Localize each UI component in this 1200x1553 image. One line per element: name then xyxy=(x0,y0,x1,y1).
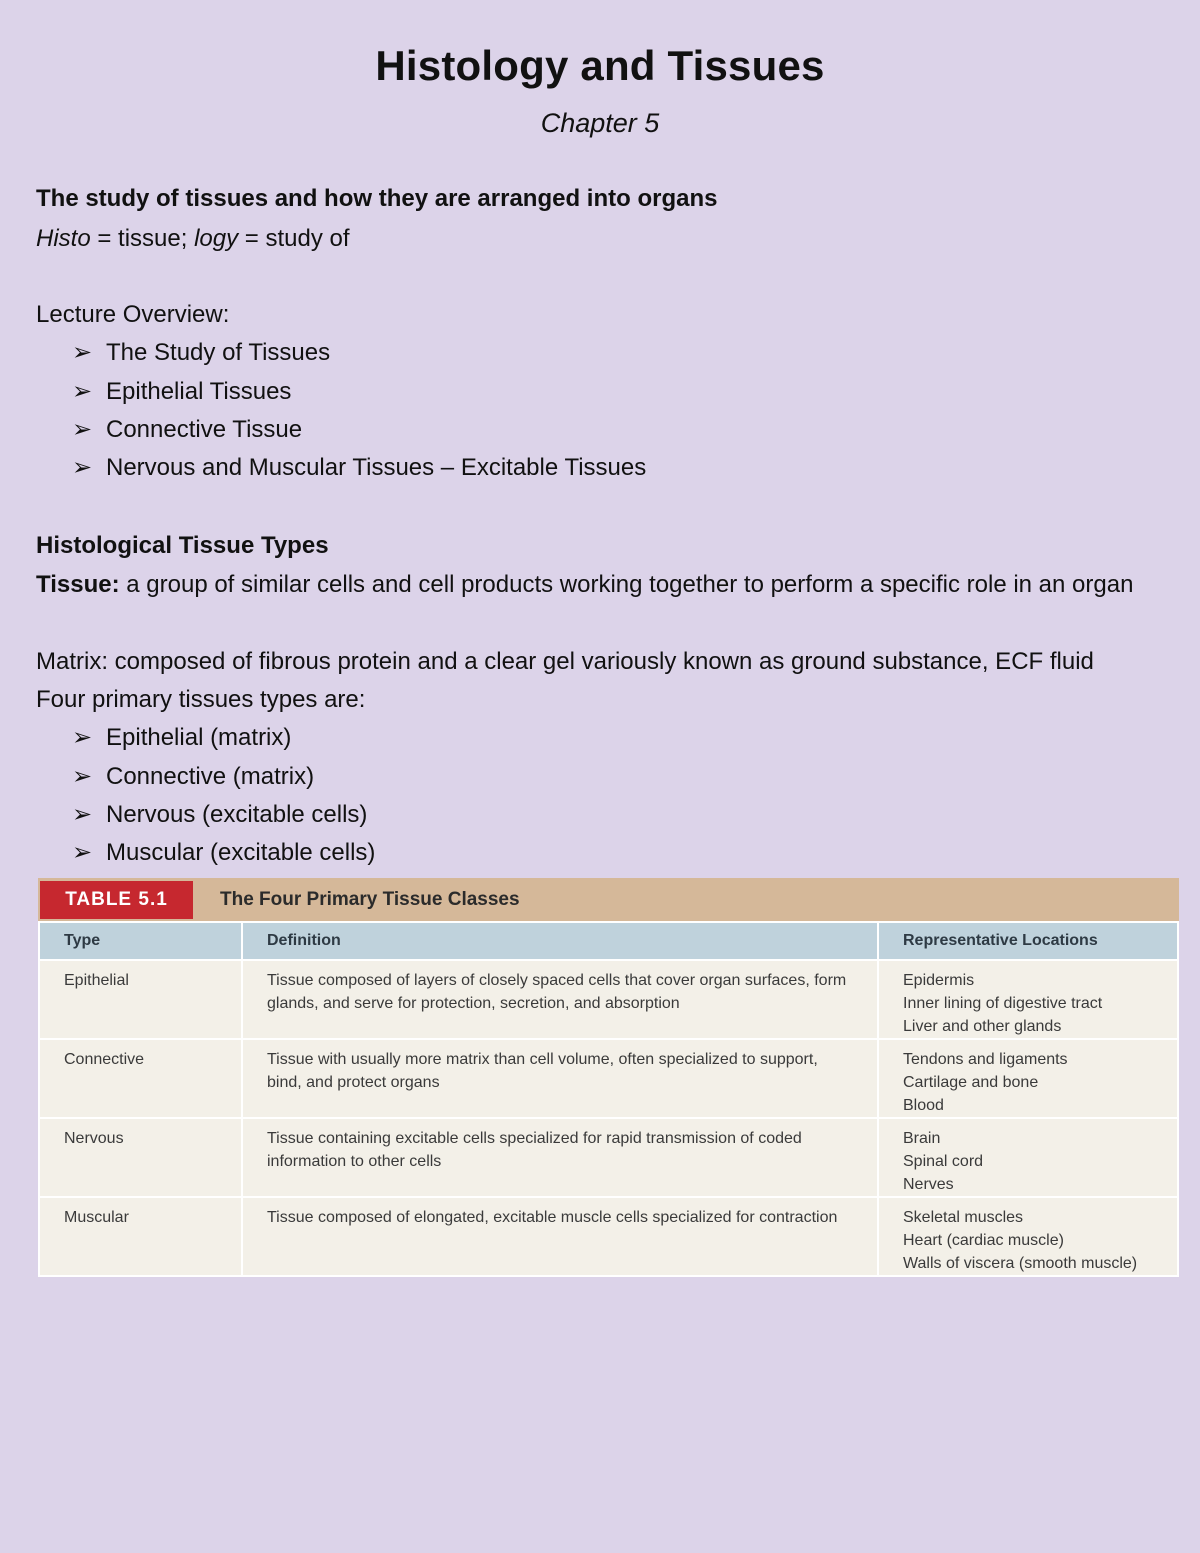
cell-locations xyxy=(879,1040,1177,1117)
column-header-definition: Definition xyxy=(243,923,877,959)
table-title-bar xyxy=(38,878,1179,921)
overview-item-label: Nervous and Muscular Tissues – Excitable Tissues xyxy=(106,454,647,481)
overview-item xyxy=(72,377,291,407)
overview-label: Lecture Overview: xyxy=(36,301,230,328)
tissue-classes-table xyxy=(38,878,1179,1277)
table-caption: The Four Primary Tissue Classes xyxy=(220,889,520,910)
cell-locations xyxy=(879,1198,1177,1275)
location-item: Walls of viscera (smooth muscle) xyxy=(903,1255,1138,1272)
location-item: Blood xyxy=(903,1097,944,1114)
intro-definition xyxy=(36,224,350,254)
tissue-type-item xyxy=(72,762,314,792)
location-item: Brain xyxy=(903,1130,941,1147)
arrow-bullet-icon: ➢ xyxy=(72,339,93,366)
cell-definition: Tissue containing excitable cells specialized for rapid transmission of coded information to other cells xyxy=(243,1119,877,1196)
cell-type: Muscular xyxy=(40,1198,241,1275)
cell-type: Nervous xyxy=(40,1119,241,1196)
tissue-types-heading: Histological Tissue Types xyxy=(36,532,329,559)
cell-locations xyxy=(879,961,1177,1038)
location-item: Nerves xyxy=(903,1176,954,1193)
arrow-bullet-icon: ➢ xyxy=(72,763,93,790)
table-number-badge: TABLE 5.1 xyxy=(40,881,193,919)
location-item: Tendons and ligaments xyxy=(903,1051,1068,1068)
matrix-line: Matrix: composed of fibrous protein and a clear gel variously known as ground substance, ECF fluid xyxy=(36,648,1094,675)
location-item: Skeletal muscles xyxy=(903,1209,1024,1226)
overview-item-label: Epithelial Tissues xyxy=(106,378,292,405)
column-header-type: Type xyxy=(40,923,241,959)
term-histo: Histo xyxy=(36,225,91,252)
arrow-bullet-icon: ➢ xyxy=(72,378,93,405)
cell-definition: Tissue with usually more matrix than cell volume, often specialized to support, bind, and protect organs xyxy=(243,1040,877,1117)
tissue-type-label: Muscular (excitable cells) xyxy=(106,839,376,866)
overview-item xyxy=(72,338,330,368)
location-item: Spinal cord xyxy=(903,1153,984,1170)
location-item: Cartilage and bone xyxy=(903,1074,1039,1091)
tissue-type-item xyxy=(72,838,375,868)
location-item: Heart (cardiac muscle) xyxy=(903,1232,1064,1249)
meaning-histo: = tissue; xyxy=(90,225,195,252)
tissue-type-label: Connective (matrix) xyxy=(106,763,315,790)
arrow-bullet-icon: ➢ xyxy=(72,801,93,828)
overview-item-label: The Study of Tissues xyxy=(106,339,331,366)
arrow-bullet-icon: ➢ xyxy=(72,724,93,751)
term-logy: logy xyxy=(194,225,239,252)
tissue-definition xyxy=(36,566,1156,604)
overview-item xyxy=(72,415,302,445)
tissue-term: Tissue: xyxy=(36,571,120,598)
tissue-type-item xyxy=(72,723,291,753)
location-item: Inner lining of digestive tract xyxy=(903,995,1103,1012)
column-header-locations: Representative Locations xyxy=(879,923,1177,959)
arrow-bullet-icon: ➢ xyxy=(72,454,93,481)
intro-heading: The study of tissues and how they are arranged into organs xyxy=(36,185,718,212)
cell-type: Connective xyxy=(40,1040,241,1117)
tissue-def-text: a group of similar cells and cell products working together to perform a specific role in an organ xyxy=(119,571,1134,598)
arrow-bullet-icon: ➢ xyxy=(72,416,93,443)
arrow-bullet-icon: ➢ xyxy=(72,839,93,866)
meaning-logy: = study of xyxy=(238,225,350,252)
four-types-label: Four primary tissues types are: xyxy=(36,686,366,713)
cell-type: Epithelial xyxy=(40,961,241,1038)
overview-item xyxy=(72,453,646,483)
page-subtitle: Chapter 5 xyxy=(540,108,660,138)
tissue-type-label: Nervous (excitable cells) xyxy=(106,801,368,828)
location-item: Epidermis xyxy=(903,972,975,989)
tissue-type-item xyxy=(72,800,367,830)
location-item: Liver and other glands xyxy=(903,1018,1062,1035)
cell-definition: Tissue composed of elongated, excitable muscle cells specialized for contraction xyxy=(243,1198,877,1275)
page-title: Histology and Tissues xyxy=(375,42,825,89)
cell-locations xyxy=(879,1119,1177,1196)
overview-item-label: Connective Tissue xyxy=(106,416,303,443)
tissue-type-label: Epithelial (matrix) xyxy=(106,724,292,751)
cell-definition: Tissue composed of layers of closely spaced cells that cover organ surfaces, form glands, and serve for protection, secretion, and absorption xyxy=(243,961,877,1038)
